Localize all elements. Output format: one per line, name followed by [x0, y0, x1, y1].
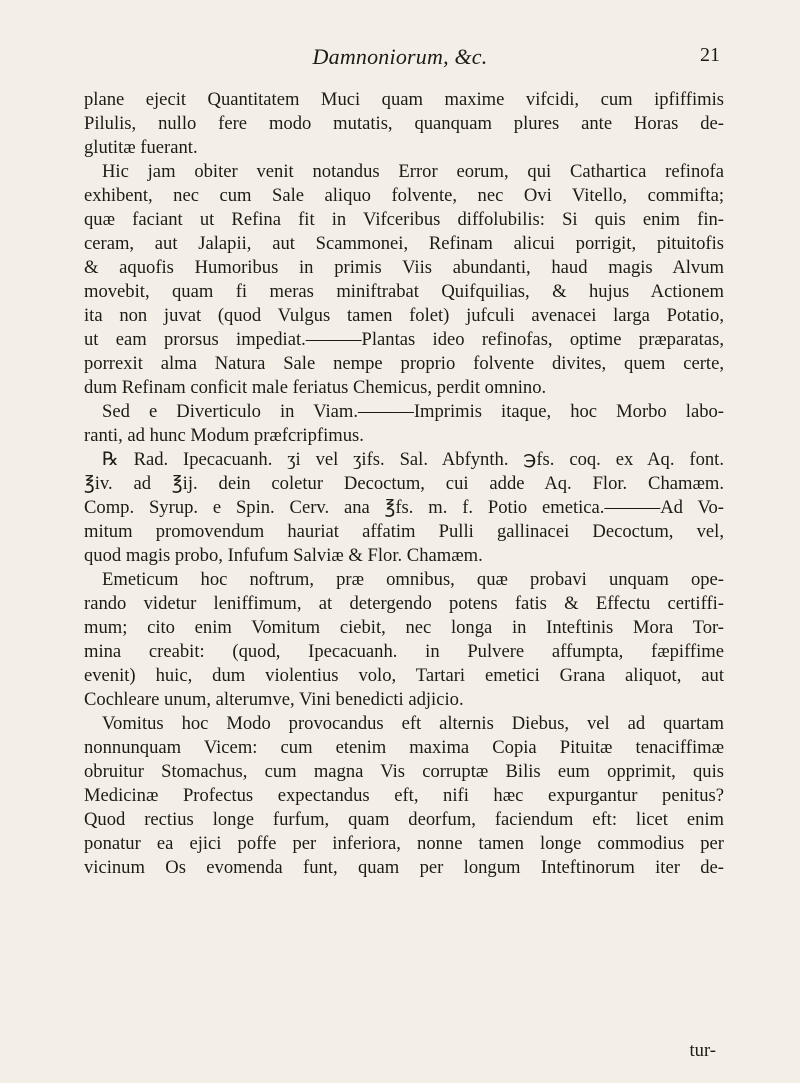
text-line: ut eam prorsus impediat.———Plantas ideo refinofas, optime præparatas,: [84, 329, 724, 350]
page-header: [0, 44, 800, 74]
text-line: Pilulis, nullo fere modo mutatis, quanquam plures ante Horas de-: [84, 113, 724, 134]
text-line: ita non juvat (quod Vulgus tamen folet) jufculi avenacei larga Potatio,: [84, 305, 724, 326]
text-line: ℥iv. ad ℥ij. dein coletur Decoctum, cui adde Aq. Flor. Chamæm.: [84, 473, 724, 494]
text-line: Hic jam obiter venit notandus Error eorum, qui Cathartica refinofa: [102, 161, 724, 182]
page-number: 21: [700, 44, 720, 66]
text-line: Cochleare unum, alterumve, Vini benedicti adjicio.: [84, 689, 464, 710]
text-line: Quod rectius longe furfum, quam deorfum, faciendum eft: licet enim: [84, 809, 724, 830]
text-line: porrexit alma Natura Sale nempe proprio folvente divites, quem certe,: [84, 353, 724, 374]
text-line: evenit) huic, dum violentius volo, Tartari emetici Grana aliquot, aut: [84, 665, 724, 686]
text-line: plane ejecit Quantitatem Muci quam maxime vifcidi, cum ipfiffimis: [84, 89, 724, 110]
text-line: Comp. Syrup. e Spin. Cerv. ana ℥fs. m. f. Potio emetica.———Ad Vo-: [84, 497, 724, 518]
text-line: quod magis probo, Infufum Salviæ & Flor. Chamæm.: [84, 545, 483, 566]
text-line: exhibent, nec cum Sale aliquo folvente, nec Ovi Vitello, commifta;: [84, 185, 724, 206]
text-line: glutitæ fuerant.: [84, 137, 198, 158]
text-line: mina creabit: (quod, Ipecacuanh. in Pulvere affumpta, fæpiffime: [84, 641, 724, 662]
text-line: ceram, aut Jalapii, aut Scammonei, Refinam alicui porrigit, pituitofis: [84, 233, 724, 254]
catchword: tur-: [689, 1040, 716, 1061]
text-line: movebit, quam fi meras miniftrabat Quifquilias, & hujus Actionem: [84, 281, 724, 302]
text-line: quæ faciant ut Refina fit in Vifceribus diffolubilis: Si quis enim fin-: [84, 209, 724, 230]
text-line: mitum promovendum hauriat affatim Pulli gallinacei Decoctum, vel,: [84, 521, 724, 542]
text-line: nonnunquam Vicem: cum etenim maxima Copia Pituitæ tenaciffimæ: [84, 737, 724, 758]
text-line: & aquofis Humoribus in primis Viis abundanti, haud magis Alvum: [84, 257, 724, 278]
body-text: [84, 88, 724, 880]
text-line: mum; cito enim Vomitum ciebit, nec longa in Inteftinis Mora Tor-: [84, 617, 724, 638]
text-line: ponatur ea ejici poffe per inferiora, nonne tamen longe commodius per: [84, 833, 724, 854]
text-line: Emeticum hoc noftrum, præ omnibus, quæ probavi unquam ope-: [102, 569, 724, 590]
text-line: ranti, ad hunc Modum præfcripfimus.: [84, 425, 364, 446]
text-line: Sed e Diverticulo in Viam.———Imprimis itaque, hoc Morbo labo-: [102, 401, 724, 422]
text-line: vicinum Os evomenda funt, quam per longum Inteftinorum iter de-: [84, 857, 724, 878]
text-line: obruitur Stomachus, cum magna Vis corruptæ Bilis eum opprimit, quis: [84, 761, 724, 782]
running-title: Damnoniorum, &c.: [312, 44, 488, 69]
text-line: Vomitus hoc Modo provocandus eft alternis Diebus, vel ad quartam: [102, 713, 724, 734]
text-line: rando videtur leniffimum, at detergendo potens fatis & Effectu certiffi-: [84, 593, 724, 614]
text-line: Medicinæ Profectus expectandus eft, nifi hæc expurgantur penitus?: [84, 785, 724, 806]
text-line: ℞ Rad. Ipecacuanh. ʒi vel ʒifs. Sal. Abfynth. ℈fs. coq. ex Aq. font.: [102, 449, 724, 470]
text-line: dum Refinam conficit male feriatus Chemicus, perdit omnino.: [84, 377, 547, 398]
